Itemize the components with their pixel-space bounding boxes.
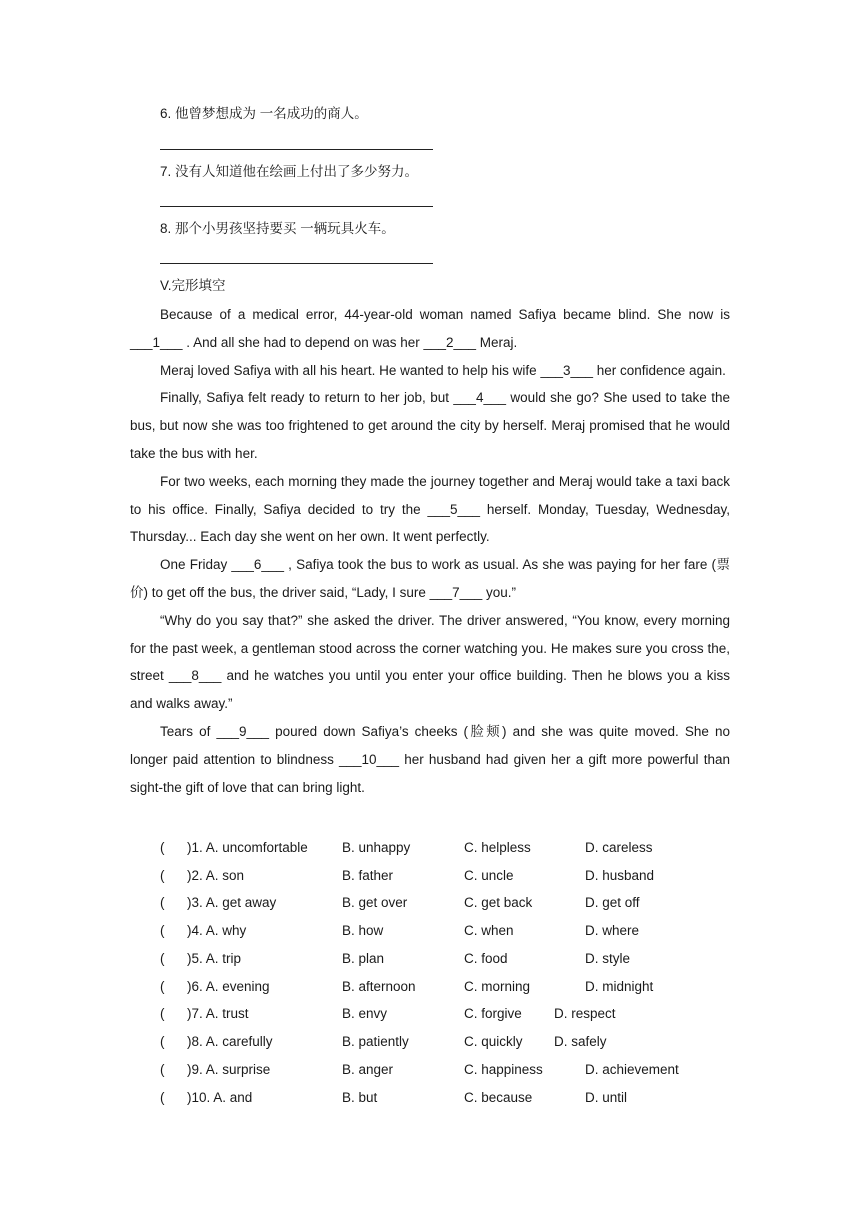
answer-line-8: [160, 263, 433, 264]
option-c: C. quickly: [464, 1034, 523, 1049]
option-a: )10. A. and: [187, 1090, 253, 1105]
passage-paragraph: Meraj loved Safiya with all his heart. He wanted to help his wife ___3___ her confidence again.: [160, 362, 726, 378]
passage-paragraph: One Friday ___6___ , Safiya took the bus to work as usual. As she was paying for her fare (票价) to get off the bus, the driver said, “Lady, I sure ___7___ you.”: [130, 557, 730, 600]
answer-paren[interactable]: (: [160, 923, 165, 938]
section-title: V.完形填空: [160, 278, 226, 293]
answer-paren[interactable]: (: [160, 1006, 165, 1021]
answer-line-6: [160, 149, 433, 150]
option-b: B. unhappy: [342, 840, 411, 855]
option-b: B. patiently: [342, 1034, 409, 1049]
option-a: )6. A. evening: [187, 979, 270, 994]
option-d: D. careless: [585, 840, 653, 855]
option-a: )2. A. son: [187, 868, 245, 883]
answer-paren[interactable]: (: [160, 979, 165, 994]
answer-paren[interactable]: (: [160, 840, 165, 855]
option-a: )1. A. uncomfortable: [187, 840, 308, 855]
answer-paren[interactable]: (: [160, 1034, 165, 1049]
option-b: B. but: [342, 1090, 378, 1105]
option-d: D. until: [585, 1090, 628, 1105]
option-a: )7. A. trust: [187, 1006, 249, 1021]
option-a: )4. A. why: [187, 923, 247, 938]
option-c: C. forgive: [464, 1006, 522, 1021]
answer-paren[interactable]: (: [160, 1062, 165, 1077]
option-b: B. father: [342, 868, 394, 883]
option-b: B. get over: [342, 895, 408, 910]
cloze-passage: [130, 301, 730, 801]
option-b: B. plan: [342, 951, 385, 966]
option-b: B. anger: [342, 1062, 394, 1077]
option-c: C. morning: [464, 979, 531, 994]
option-d: D. where: [585, 923, 640, 938]
option-c: C. helpless: [464, 840, 531, 855]
option-c: C. happiness: [464, 1062, 543, 1077]
option-a: )5. A. trip: [187, 951, 242, 966]
option-d: D. safely: [554, 1034, 607, 1049]
answer-line-7: [160, 206, 433, 207]
answer-paren[interactable]: (: [160, 895, 165, 910]
passage-paragraph: Tears of ___9___ poured down Safiya’s cheeks (脸颊) and she was quite moved. She no longer paid attention to blindness ___10___ her husband had given her a gift more powerful than sight-the gift of love that can bring light.: [130, 723, 730, 795]
answer-paren[interactable]: (: [160, 868, 165, 883]
answer-paren[interactable]: (: [160, 1090, 165, 1105]
option-d: D. style: [585, 951, 631, 966]
passage-paragraph: “Why do you say that?” she asked the driver. The driver answered, “You know, every morning for the past week, a gentleman stood across the corner watching you. He makes sure you cross the, street ___8___ and he watches you until you enter your office building. Then he blows you a kiss and walks away.”: [130, 612, 730, 712]
option-d: D. achievement: [585, 1062, 679, 1077]
option-d: D. respect: [554, 1006, 616, 1021]
option-c: C. food: [464, 951, 508, 966]
option-a: )9. A. surprise: [187, 1062, 271, 1077]
option-c: C. get back: [464, 895, 533, 910]
translation-item-6: 6. 他曾梦想成为 一名成功的商人。: [160, 106, 368, 121]
passage-paragraph: Because of a medical error, 44-year-old woman named Safiya became blind. She now is ___1___ . And all she had to depend on was her ___2___ Meraj.: [130, 307, 730, 350]
answer-paren[interactable]: (: [160, 951, 165, 966]
option-d: D. midnight: [585, 979, 654, 994]
option-a: )3. A. get away: [187, 895, 277, 910]
option-c: C. because: [464, 1090, 533, 1105]
option-c: C. when: [464, 923, 514, 938]
option-b: B. envy: [342, 1006, 388, 1021]
option-b: B. how: [342, 923, 384, 938]
passage-paragraph: Finally, Safiya felt ready to return to her job, but ___4___ would she go? She used to take the bus, but now she was too frightened to get around the city by herself. Meraj promised that he would take the bus with her.: [130, 390, 730, 461]
option-c: C. uncle: [464, 868, 514, 883]
option-b: B. afternoon: [342, 979, 416, 994]
option-d: D. get off: [585, 895, 640, 910]
option-a: )8. A. carefully: [187, 1034, 273, 1049]
translation-item-7: 7. 没有人知道他在绘画上付出了多少努力。: [160, 164, 419, 179]
translation-item-8: 8. 那个小男孩坚持要买 一辆玩具火车。: [160, 221, 395, 236]
passage-paragraph: For two weeks, each morning they made the journey together and Meraj would take a taxi back to his office. Finally, Safiya decided to try the ___5___ herself. Monday, Tuesday, Wednesday, Thursday... Each day she went on her own. It went perfectly.: [130, 473, 730, 545]
option-d: D. husband: [585, 868, 655, 883]
